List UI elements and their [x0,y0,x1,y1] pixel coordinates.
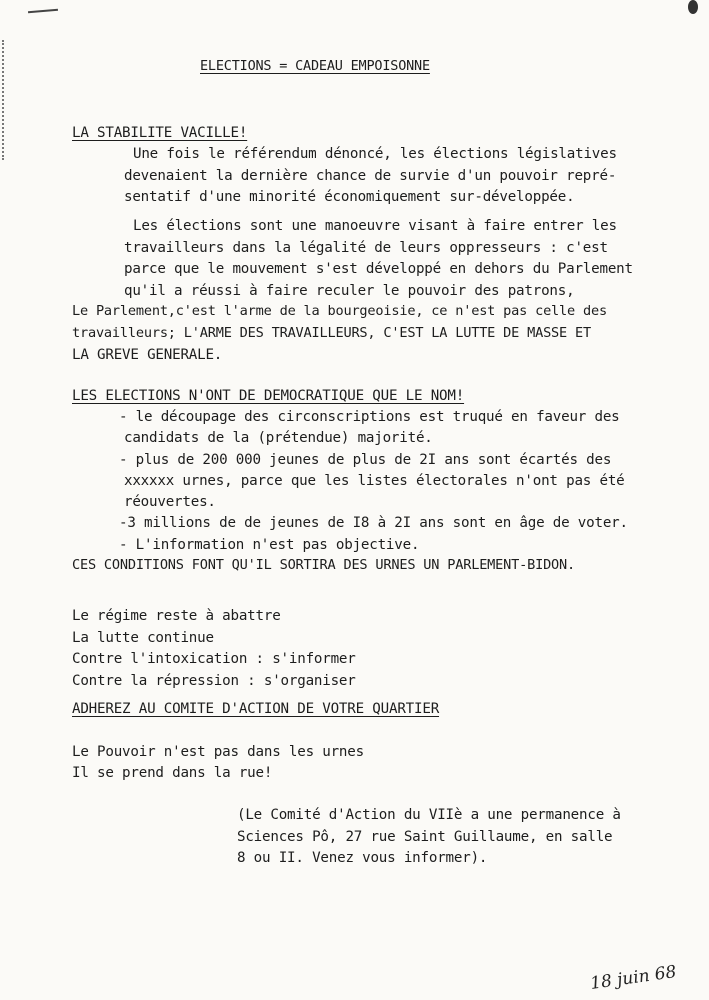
margin-mark [28,9,58,14]
corner-mark [688,0,698,14]
page-title: ELECTIONS = CADEAU EMPOISONNE [200,58,430,74]
note-line: Sciences Pô, 27 rue Saint Guillaume, en salle [237,829,613,845]
section-heading: LA STABILITE VACILLE! [72,125,248,141]
list-item: candidats de la (prétendue) majorité. [124,430,433,446]
slogan-line: Contre l'intoxication : s'informer [72,651,356,667]
margin-mark [2,40,9,160]
closing-line: Le Pouvoir n'est pas dans les urnes [72,744,364,760]
paragraph-line: Les élections sont une manoeuvre visant à faire entrer les [133,218,617,234]
list-item: - L'information n'est pas objective. [119,537,420,553]
list-item: - plus de 200 000 jeunes de plus de 2I ans sont écartés des [119,452,612,468]
paragraph-line: travailleurs; L'ARME DES TRAVAILLEURS, C'EST LA LUTTE DE MASSE ET [72,325,591,341]
paragraph-line: LA GREVE GENERALE. [72,347,223,363]
list-item: -3 millions de de jeunes de I8 à 2I ans sont en âge de voter. [119,515,628,531]
paragraph-line: sentatif d'une minorité économiquement sur-développée. [124,189,575,205]
paragraph-line: travailleurs dans la légalité de leurs oppresseurs : c'est [124,240,608,256]
paragraph-line: parce que le mouvement s'est développé en dehors du Parlement [124,261,633,277]
call-to-action: ADHEREZ AU COMITE D'ACTION DE VOTRE QUARTIER [72,701,440,717]
list-item: xxxxxx urnes, parce que les listes électorales n'ont pas été [124,473,625,489]
paragraph-line: Le Parlement,c'est l'arme de la bourgeoisie, ce n'est pas celle des [72,303,607,319]
paragraph-line: qu'il a réussi à faire reculer le pouvoir des patrons, [124,283,575,299]
list-item: réouvertes. [124,494,216,510]
conclusion-line: CES CONDITIONS FONT QU'IL SORTIRA DES URNES UN PARLEMENT-BIDON. [72,557,576,573]
note-line: 8 ou II. Venez vous informer). [237,850,488,866]
list-item: - le découpage des circonscriptions est truqué en faveur des [119,409,620,425]
note-line: (Le Comité d'Action du VIIè a une permanence à [237,807,621,823]
slogan-line: Contre la répression : s'organiser [72,673,356,689]
closing-line: Il se prend dans la rue! [72,765,273,781]
paragraph-line: devenaient la dernière chance de survie d'un pouvoir repré- [124,168,617,184]
paragraph-line: Une fois le référendum dénoncé, les élections législatives [133,146,617,162]
slogan-line: La lutte continue [72,630,214,646]
handwritten-date: 18 juin 68 [589,962,678,994]
section-heading: LES ELECTIONS N'ONT DE DEMOCRATIQUE QUE LE NOM! [72,388,465,404]
slogan-line: Le régime reste à abattre [72,608,281,624]
